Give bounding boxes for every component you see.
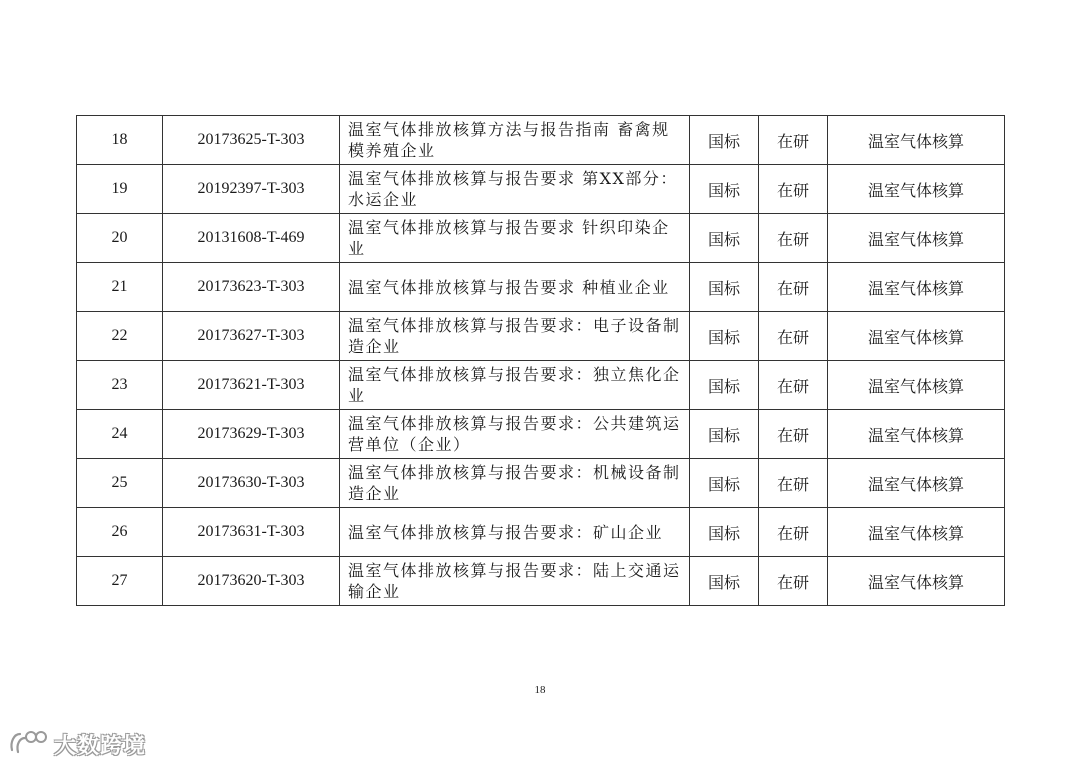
row-number: 25 [77, 459, 163, 508]
table-row [77, 312, 1005, 361]
watermark-text: 大数跨境 [54, 733, 147, 759]
standard-status: 在研 [759, 263, 828, 312]
table-row [77, 459, 1005, 508]
row-number: 20 [77, 214, 163, 263]
row-number: 18 [77, 116, 163, 165]
standard-status: 在研 [759, 557, 828, 606]
standard-category: 温室气体核算 [828, 312, 1005, 361]
standard-level: 国标 [690, 410, 759, 459]
standard-level: 国标 [690, 508, 759, 557]
standard-category: 温室气体核算 [828, 459, 1005, 508]
row-number: 22 [77, 312, 163, 361]
standard-name: 温室气体排放核算与报告要求：电子设备制造企业 [340, 312, 690, 361]
brand-logo-icon [8, 728, 48, 760]
standard-name: 温室气体排放核算与报告要求：机械设备制造企业 [340, 459, 690, 508]
standard-category: 温室气体核算 [828, 508, 1005, 557]
standard-level: 国标 [690, 263, 759, 312]
standard-name: 温室气体排放核算与报告要求：公共建筑运营单位（企业） [340, 410, 690, 459]
standard-status: 在研 [759, 116, 828, 165]
standard-level: 国标 [690, 312, 759, 361]
standard-name: 温室气体排放核算与报告要求：陆上交通运输企业 [340, 557, 690, 606]
standard-status: 在研 [759, 165, 828, 214]
row-number: 23 [77, 361, 163, 410]
row-number: 21 [77, 263, 163, 312]
plan-code: 20173629-T-303 [163, 410, 340, 459]
table-row [77, 263, 1005, 312]
standard-category: 温室气体核算 [828, 263, 1005, 312]
standard-name: 温室气体排放核算与报告要求 针织印染企业 [340, 214, 690, 263]
standard-name: 温室气体排放核算与报告要求 种植业企业 [340, 263, 690, 312]
plan-code: 20173631-T-303 [163, 508, 340, 557]
plan-code: 20173625-T-303 [163, 116, 340, 165]
table-row [77, 165, 1005, 214]
standard-name: 温室气体排放核算与报告要求：矿山企业 [340, 508, 690, 557]
standard-status: 在研 [759, 312, 828, 361]
standard-category: 温室气体核算 [828, 557, 1005, 606]
table-row [77, 410, 1005, 459]
row-number: 19 [77, 165, 163, 214]
table-row [77, 508, 1005, 557]
standard-level: 国标 [690, 361, 759, 410]
row-number: 24 [77, 410, 163, 459]
standard-status: 在研 [759, 459, 828, 508]
standard-category: 温室气体核算 [828, 214, 1005, 263]
standard-status: 在研 [759, 361, 828, 410]
standard-status: 在研 [759, 410, 828, 459]
standard-level: 国标 [690, 116, 759, 165]
standard-level: 国标 [690, 165, 759, 214]
standard-status: 在研 [759, 508, 828, 557]
table-row [77, 361, 1005, 410]
standard-status: 在研 [759, 214, 828, 263]
watermark [8, 728, 146, 760]
standards-table [76, 115, 1005, 606]
standard-level: 国标 [690, 557, 759, 606]
page-number: 18 [534, 684, 546, 696]
plan-code: 20173630-T-303 [163, 459, 340, 508]
standard-name: 温室气体排放核算与报告要求 第XX部分：水运企业 [340, 165, 690, 214]
plan-code: 20173620-T-303 [163, 557, 340, 606]
standard-category: 温室气体核算 [828, 361, 1005, 410]
plan-code: 20192397-T-303 [163, 165, 340, 214]
standard-name: 温室气体排放核算与报告要求：独立焦化企业 [340, 361, 690, 410]
row-number: 26 [77, 508, 163, 557]
plan-code: 20173623-T-303 [163, 263, 340, 312]
table-row [77, 116, 1005, 165]
standard-level: 国标 [690, 214, 759, 263]
standard-level: 国标 [690, 459, 759, 508]
standard-category: 温室气体核算 [828, 410, 1005, 459]
row-number: 27 [77, 557, 163, 606]
standard-name: 温室气体排放核算方法与报告指南 畜禽规模养殖企业 [340, 116, 690, 165]
plan-code: 20173627-T-303 [163, 312, 340, 361]
table-row [77, 214, 1005, 263]
table-row [77, 557, 1005, 606]
standard-category: 温室气体核算 [828, 116, 1005, 165]
plan-code: 20173621-T-303 [163, 361, 340, 410]
plan-code: 20131608-T-469 [163, 214, 340, 263]
standard-category: 温室气体核算 [828, 165, 1005, 214]
